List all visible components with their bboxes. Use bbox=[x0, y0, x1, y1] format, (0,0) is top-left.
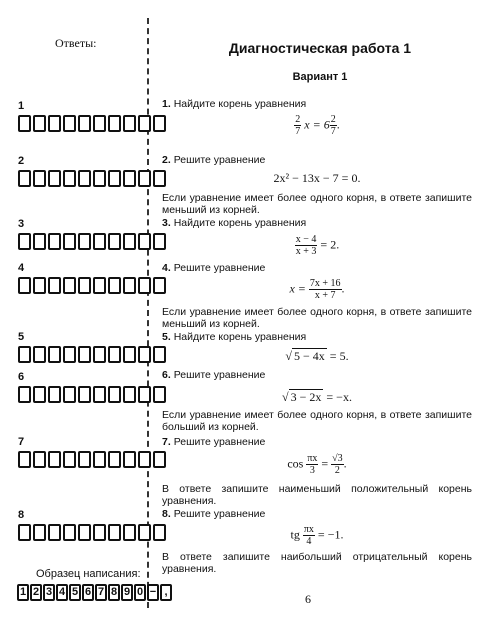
answer-cell[interactable] bbox=[108, 451, 121, 468]
answer-cell[interactable] bbox=[33, 115, 46, 132]
answer-cell[interactable] bbox=[18, 346, 31, 363]
task-7: 7. Решите уравнение bbox=[162, 436, 266, 448]
sample-digits bbox=[17, 584, 172, 601]
answer-cell[interactable] bbox=[48, 386, 61, 403]
answer-cell[interactable] bbox=[123, 115, 136, 132]
answer-cell[interactable] bbox=[93, 277, 106, 294]
variant-title: Вариант 1 bbox=[292, 71, 348, 83]
task-3: 3. Найдите корень уравнения bbox=[162, 217, 307, 229]
answer-cell[interactable] bbox=[18, 233, 31, 250]
answer-label-3: 3 bbox=[18, 218, 25, 230]
sample-digit-cell: 0 bbox=[134, 584, 146, 601]
answer-cell[interactable] bbox=[33, 386, 46, 403]
answer-cell[interactable] bbox=[63, 277, 76, 294]
task-6: 6. Решите уравнение bbox=[162, 369, 266, 381]
answer-cell[interactable] bbox=[138, 524, 151, 541]
answer-cell[interactable] bbox=[123, 233, 136, 250]
answer-cell[interactable] bbox=[78, 346, 91, 363]
answer-cell[interactable] bbox=[33, 524, 46, 541]
answer-boxes-8[interactable] bbox=[18, 524, 166, 541]
answer-cell[interactable] bbox=[123, 386, 136, 403]
answer-label-8: 8 bbox=[18, 509, 25, 521]
answer-boxes-7[interactable] bbox=[18, 451, 166, 468]
answer-cell[interactable] bbox=[18, 115, 31, 132]
answer-cell[interactable] bbox=[48, 346, 61, 363]
sample-label: Образец написания: bbox=[36, 568, 141, 580]
answer-cell[interactable] bbox=[78, 386, 91, 403]
task-8-note: В ответе запишите наибольший отрицательный корень уравнения. bbox=[162, 551, 472, 575]
task-2: 2. Решите уравнение bbox=[162, 154, 266, 166]
sample-digit-cell: 4 bbox=[56, 584, 68, 601]
answer-cell[interactable] bbox=[138, 170, 151, 187]
answer-cell[interactable] bbox=[93, 115, 106, 132]
answer-cell[interactable] bbox=[123, 277, 136, 294]
answer-boxes-2[interactable] bbox=[18, 170, 166, 187]
answer-cell[interactable] bbox=[108, 170, 121, 187]
answer-cell[interactable] bbox=[108, 524, 121, 541]
answer-cell[interactable] bbox=[78, 524, 91, 541]
sample-digit-cell: 6 bbox=[82, 584, 94, 601]
answer-cell[interactable] bbox=[48, 115, 61, 132]
task-4-note: Если уравнение имеет более одного корня, в ответе запишите меньший из корней. bbox=[162, 306, 472, 330]
answer-boxes-5[interactable] bbox=[18, 346, 166, 363]
page-number: 6 bbox=[305, 592, 311, 606]
answer-cell[interactable] bbox=[63, 346, 76, 363]
answer-cell[interactable] bbox=[108, 277, 121, 294]
answer-cell[interactable] bbox=[93, 346, 106, 363]
answer-cell[interactable] bbox=[18, 451, 31, 468]
task-4: 4. Решите уравнение bbox=[162, 262, 266, 274]
formula-6: √ 3 − 2x = −x. bbox=[282, 390, 352, 404]
answer-cell[interactable] bbox=[138, 233, 151, 250]
answer-cell[interactable] bbox=[138, 277, 151, 294]
sample-digit-cell: 2 bbox=[30, 584, 42, 601]
answer-cell[interactable] bbox=[33, 170, 46, 187]
formula-7: cos $\frac{\pi x}{3}$ = $\frac{√3}{2}$ . bbox=[287, 453, 347, 476]
answer-cell[interactable] bbox=[18, 386, 31, 403]
answer-cell[interactable] bbox=[63, 233, 76, 250]
answer-cell[interactable] bbox=[78, 451, 91, 468]
answer-cell[interactable] bbox=[138, 386, 151, 403]
task-5: 5. Найдите корень уравнения bbox=[162, 331, 307, 343]
formula-5: √ 5 − 4x = 5. bbox=[285, 349, 349, 363]
answer-cell[interactable] bbox=[48, 277, 61, 294]
answer-cell[interactable] bbox=[33, 451, 46, 468]
formula-4: x = $\frac{7x + 16}{x + 7}$ . bbox=[289, 278, 345, 301]
answer-boxes-4[interactable] bbox=[18, 277, 166, 294]
answer-cell[interactable] bbox=[123, 170, 136, 187]
formula-2: 2x² − 13x − 7 = 0. bbox=[273, 171, 361, 185]
formula-1: $\frac{2}{7}$ x = 6 $\frac{2}{7}$ . bbox=[295, 114, 340, 137]
answer-cell[interactable] bbox=[138, 115, 151, 132]
answer-boxes-6[interactable] bbox=[18, 386, 166, 403]
answer-cell[interactable] bbox=[48, 451, 61, 468]
formula-3: $\frac{x - 4}{x + 3}$ = 2. bbox=[295, 234, 340, 257]
answer-cell[interactable] bbox=[138, 346, 151, 363]
answer-cell[interactable] bbox=[33, 277, 46, 294]
answer-cell[interactable] bbox=[93, 386, 106, 403]
page-title: Диагностическая работа 1 bbox=[228, 40, 412, 56]
sample-digit-cell: 7 bbox=[95, 584, 107, 601]
task-8: 8. Решите уравнение bbox=[162, 508, 266, 520]
answer-label-7: 7 bbox=[18, 436, 25, 448]
sample-digit-cell: 5 bbox=[69, 584, 81, 601]
answer-cell[interactable] bbox=[33, 233, 46, 250]
sample-digit-cell: 1 bbox=[17, 584, 29, 601]
answer-cell[interactable] bbox=[33, 346, 46, 363]
answer-cell[interactable] bbox=[108, 346, 121, 363]
answer-label-1: 1 bbox=[18, 100, 25, 112]
answer-cell[interactable] bbox=[48, 524, 61, 541]
sample-digit-cell: 3 bbox=[43, 584, 55, 601]
answer-cell[interactable] bbox=[18, 170, 31, 187]
answer-cell[interactable] bbox=[93, 524, 106, 541]
answer-cell[interactable] bbox=[48, 170, 61, 187]
answer-cell[interactable] bbox=[18, 277, 31, 294]
answer-cell[interactable] bbox=[108, 233, 121, 250]
answer-label-6: 6 bbox=[18, 371, 25, 383]
answer-cell[interactable] bbox=[108, 386, 121, 403]
answer-boxes-1[interactable] bbox=[18, 115, 166, 132]
cut-line-divider bbox=[147, 18, 149, 608]
answer-cell[interactable] bbox=[63, 170, 76, 187]
answer-label-4: 4 bbox=[18, 262, 25, 274]
answer-cell[interactable] bbox=[63, 524, 76, 541]
task-7-note: В ответе запишите наименьший положительный корень уравнения. bbox=[162, 483, 472, 507]
answer-cell[interactable] bbox=[78, 277, 91, 294]
answer-cell[interactable] bbox=[138, 451, 151, 468]
sample-digit-cell: 9 bbox=[121, 584, 133, 601]
answer-cell[interactable] bbox=[78, 233, 91, 250]
answer-cell[interactable] bbox=[123, 451, 136, 468]
formula-8: tg $\frac{\pi x}{4}$ = −1. bbox=[290, 524, 344, 547]
sample-digit-cell: , bbox=[160, 584, 172, 601]
answer-cell[interactable] bbox=[18, 524, 31, 541]
task-6-note: Если уравнение имеет более одного корня, в ответе запишите больший из корней. bbox=[162, 409, 472, 433]
answer-cell[interactable] bbox=[63, 115, 76, 132]
answer-cell[interactable] bbox=[123, 524, 136, 541]
task-1: 1. Найдите корень уравнения bbox=[162, 98, 307, 110]
answer-cell[interactable] bbox=[108, 115, 121, 132]
answer-cell[interactable] bbox=[78, 115, 91, 132]
answer-cell[interactable] bbox=[93, 233, 106, 250]
sample-digit-cell: − bbox=[147, 584, 159, 601]
answer-cell[interactable] bbox=[63, 451, 76, 468]
answer-cell[interactable] bbox=[93, 170, 106, 187]
answer-cell[interactable] bbox=[123, 346, 136, 363]
answer-cell[interactable] bbox=[78, 170, 91, 187]
answer-cell[interactable] bbox=[48, 233, 61, 250]
answer-label-5: 5 bbox=[18, 331, 25, 343]
answer-cell[interactable] bbox=[93, 451, 106, 468]
task-2-note: Если уравнение имеет более одного корня, в ответе запишите меньший из корней. bbox=[162, 192, 472, 216]
answer-cell[interactable] bbox=[63, 386, 76, 403]
answer-boxes-3[interactable] bbox=[18, 233, 166, 250]
sample-digit-cell: 8 bbox=[108, 584, 120, 601]
answers-title: Ответы: bbox=[55, 36, 97, 50]
answer-label-2: 2 bbox=[18, 155, 25, 167]
